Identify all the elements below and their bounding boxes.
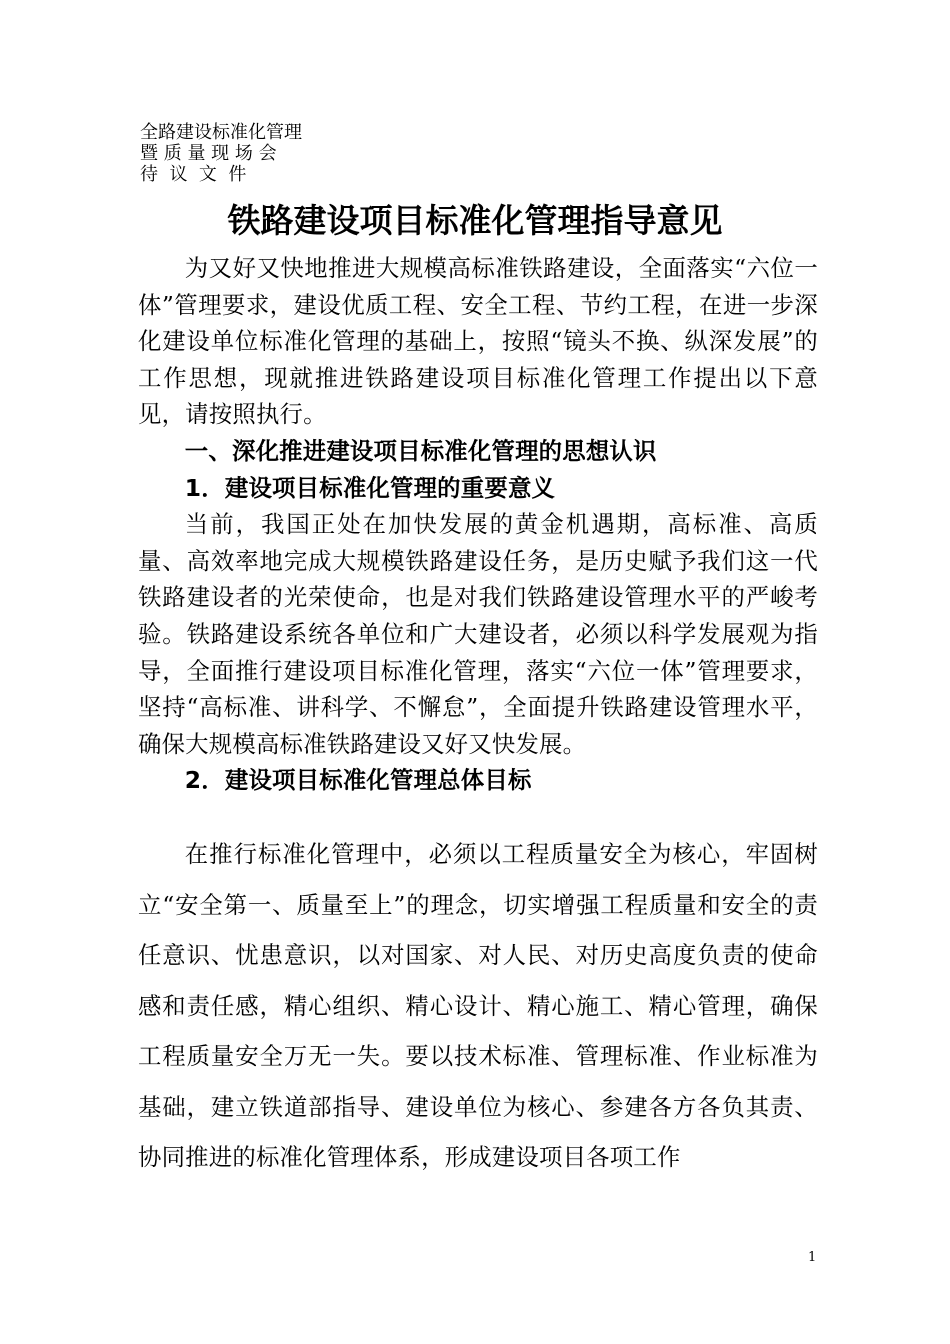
header-note-line-3: 待 议 文 件 (140, 164, 247, 185)
header-note (140, 122, 302, 185)
intro-paragraph: 为又好又快地推进大规模高标准铁路建设，全面落实“六位一体”管理要求，建设优质工程、安全工程、节约工程，在进一步深化建设单位标准化管理的基础上，按照“镜头不换、纵深发展”的工作思想，现就推进铁路建设项目标准化管理工作提出以下意见，请按照执行。 (138, 254, 818, 429)
section-1-heading: 一、深化推进建设项目标准化管理的思想认识 (184, 436, 657, 465)
document-title: 铁路建设项目标准化管理指导意见 (227, 201, 723, 240)
body-section-single-spaced (138, 250, 818, 799)
subsection-1-heading: 1．建设项目标准化管理的重要意义 (184, 473, 556, 502)
header-note-line-2: 暨 质 量 现 场 会 (140, 143, 277, 164)
subsection-1-paragraph: 当前，我国正处在加快发展的黄金机遇期，高标准、高质量、高效率地完成大规模铁路建设任务，是历史赋予我们这一代铁路建设者的光荣使命，也是对我们铁路建设管理水平的严峻考验。铁路建设系统各单位和广大建设者，必须以科学发展观为指导，全面推行建设项目标准化管理，落实“六位一体”管理要求，坚持“高标准、讲科学、不懈怠”，全面提升铁路建设管理水平，确保大规模高标准铁路建设又好又快发展。 (138, 510, 818, 758)
page-number: 1 (808, 1250, 817, 1265)
header-note-line-1: 全路建设标准化管理 (140, 122, 302, 143)
subsection-2-paragraph: 在推行标准化管理中，必须以工程质量安全为核心，牢固树立“安全第一、质量至上”的理念，切实增强工程质量和安全的责任意识、忧患意识，以对国家、对人民、对历史高度负责的使命感和责任感，精心组织、精心设计、精心施工、精心管理，确保工程质量安全万无一失。要以技术标准、管理标准、作业标准为基础，建立铁道部指导、建设单位为核心、参建各方各负其责、协同推进的标准化管理体系，形成建设项目各项工作 (138, 840, 818, 1171)
subsection-2-heading: 2．建设项目标准化管理总体目标 (184, 766, 532, 795)
body-section-wide-spaced (138, 829, 818, 1183)
